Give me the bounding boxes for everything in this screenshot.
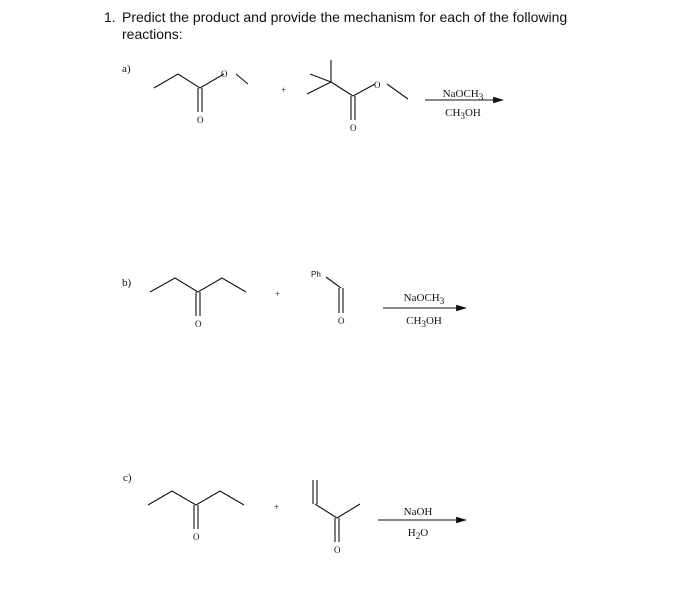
- atom-o-c1-carbonyl: O: [193, 532, 200, 542]
- molecule-c1-pentanone: [148, 491, 244, 542]
- atom-o-b1-carbonyl: O: [195, 319, 202, 329]
- substituent-ph: Ph: [311, 270, 321, 279]
- atom-o-a1-ether: O: [221, 69, 228, 79]
- atom-o-a2-carbonyl: O: [350, 123, 357, 133]
- reagent-b: NaOCH$_3$: [403, 292, 445, 307]
- solvent-b: $CH_3OH$: [406, 315, 442, 330]
- atom-o-a2-ether: O: [374, 80, 381, 90]
- plus-sign-b: +: [275, 289, 281, 299]
- atom-o-c2-carbonyl: O: [334, 545, 341, 555]
- reagent-c: NaOH: [403, 506, 433, 518]
- reagent-a: NaOCH$_3$: [442, 88, 484, 103]
- molecule-a1-methyl-ester: [154, 69, 248, 125]
- molecule-b1-pentanone: [150, 278, 246, 329]
- atom-o-b2-carbonyl: O: [338, 316, 345, 326]
- solvent-c: $H_2O$: [407, 527, 429, 542]
- part-c-label: c): [123, 472, 132, 484]
- plus-sign-a: +: [281, 85, 287, 95]
- part-b-label: b): [122, 277, 132, 289]
- question-number: 1.: [104, 9, 116, 25]
- molecule-a2-tbutyl-ester: [307, 60, 408, 133]
- plus-sign-c: +: [274, 502, 280, 512]
- part-a-label: a): [122, 63, 131, 75]
- solvent-a: $CH_3OH$: [445, 107, 481, 122]
- atom-o-a1-carbonyl: O: [197, 115, 204, 125]
- molecule-c2-vinyl-ketone: [313, 480, 360, 555]
- question-text: Predict the product and provide the mechanism for each of the following reactions:: [122, 9, 568, 42]
- molecule-b2-phenyl-aldehyde: [311, 270, 345, 326]
